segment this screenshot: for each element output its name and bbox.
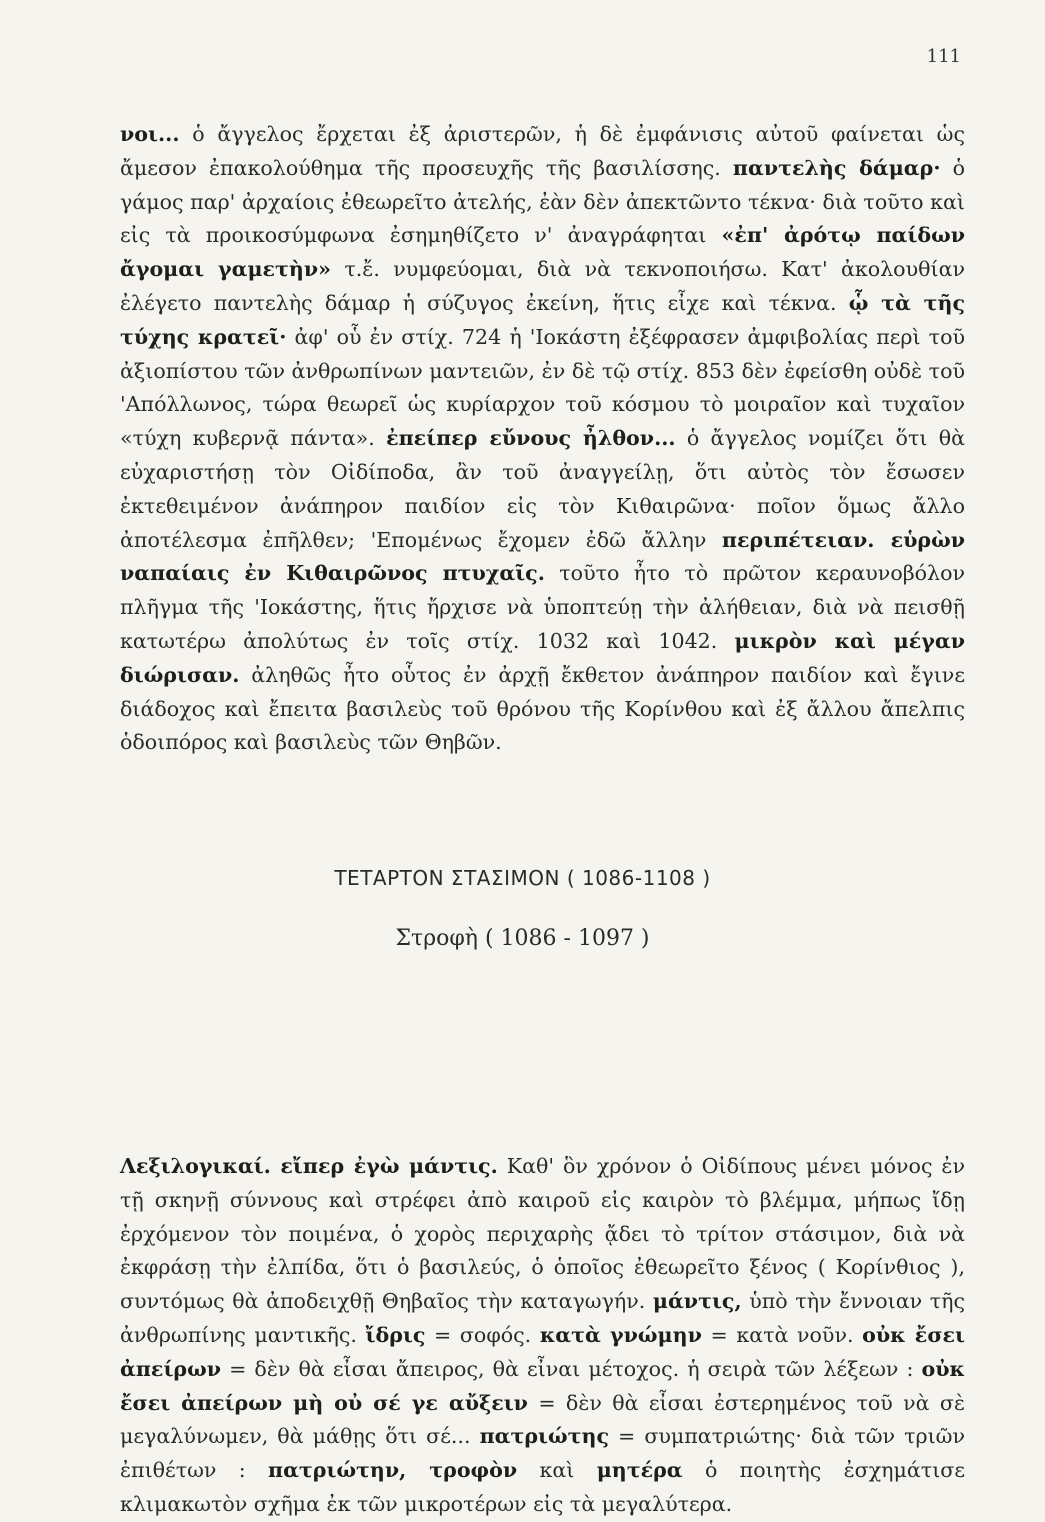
lemma-term: ἴδρις <box>365 1322 426 1347</box>
commentary-text: = δὲν θὰ εἶσαι ἄπειρος, θὰ εἶναι μέτοχος. ἡ σειρὰ τῶν λέξεων : <box>221 1356 922 1381</box>
commentary-text: ὁ ποιητὴς ἐσχημάτισε κλιμακωτὸν σχῆμα ἐκ τῶν μικροτέρων εἰς τὰ μεγαλύτερα. <box>120 1458 965 1516</box>
commentary-paragraph-1 <box>120 118 965 760</box>
lemma-term: «ἐπ' ἀρότῳ παίδων ἄγομαι γαμετὴν» <box>120 223 965 282</box>
lemma-term: μικρὸν καὶ μέγαν διώρισαν. <box>120 628 965 687</box>
commentary-text: = συμπατριώτης· διὰ τῶν τριῶν ἐπιθέτων : <box>120 1424 965 1483</box>
commentary-paragraph-2 <box>120 1150 965 1522</box>
lemma-term: κατὰ γνώμην <box>539 1322 702 1347</box>
lemma-term: παντελὴς δάμαρ· <box>732 155 941 180</box>
commentary-text: ὁ ἄγγελος νομίζει ὅτι θὰ εὐχαριστήσῃ τὸν Οἰδίποδα, ἂν τοῦ ἀναγγείλῃ, ὅτι αὐτὸς τὸν ἔσωσεν ἐκτεθειμένον ἀνάπηρον παιδίον εἰς τὸν Κιθαιρῶνα· ποῖον ὅμως ἄλλο ἀποτέλεσμα ἐπῆλθεν; 'Επομένως ἔχομεν ἐδῶ ἄλλην <box>120 426 966 552</box>
lemma-term: μητέρα <box>596 1458 683 1483</box>
commentary-text: ὁ ἄγγελος ἔρχεται ἐξ ἀριστερῶν, ἡ δὲ ἐμφάνισις αὐτοῦ φαίνεται ὡς ἄμεσον ἐπακολούθημα τῆς προσευχῆς τῆς βασιλίσσης. <box>120 122 965 180</box>
commentary-text: ὑπὸ τὴν ἔννοιαν τῆς ἀνθρωπίνης μαντικῆς. <box>120 1289 965 1347</box>
commentary-text: = δὲν θὰ εἶσαι ἐστερημένος τοῦ νὰ σὲ μεγαλύνωμεν, θὰ μάθῃς ὅτι σέ... <box>120 1390 965 1449</box>
lemma-term: πατριώτης <box>479 1424 609 1449</box>
section-heading: ΤΕΤΑΡΤΟΝ ΣΤΑΣΙΜΟΝ ( 1086-1108 ) <box>334 866 711 890</box>
lemma-term: μάντις, <box>652 1289 742 1314</box>
commentary-text: = κατὰ νοῦν. <box>701 1322 863 1347</box>
commentary-text: ὁ γάμος παρ' ἀρχαίοις ἐθεωρεῖτο ἀτελής, ἐὰν δὲν ἀπεκτῶντο τέκνα· διὰ τοῦτο καὶ εἰς τὰ προικοσύμφωνα ἐσημηθίζετο ν' ἀναγράφηται <box>120 155 965 248</box>
lemma-term: οὐκ ἔσει ἀπείρων μὴ οὐ σέ γε αὔξειν <box>120 1356 965 1415</box>
commentary-text: = σοφός. <box>425 1322 540 1347</box>
lemma-term: Λεξιλογικαί. εἴπερ ἐγὼ μάντις. <box>120 1154 498 1178</box>
commentary-text: τ.ἔ. νυμφεύομαι, διὰ νὰ τεκνοποιήσω. Κατ' ἀκολουθίαν ἐλέγετο παντελὴς δάμαρ ἡ σύζυγος ἐκείνη, ἥτις εἶχε καὶ τέκνα. <box>120 257 965 315</box>
commentary-text: τοῦτο ἦτο τὸ πρῶτον κεραυνοβόλον πλῆγμα τῆς 'Ιοκάστης, ἥτις ἤρχισε νὰ ὑποπτεύῃ τὴν ἀλήθειαν, διὰ νὰ πεισθῇ κατωτέρω ἀπολύτως ἐν τοῖς στίχ. 1032 καὶ 1042. <box>120 561 965 653</box>
commentary-text: καὶ <box>517 1458 597 1483</box>
lemma-term: ἐπείπερ εὔνους ἦλθον... <box>386 426 676 451</box>
commentary-text: Καθ' ὃν χρόνον ὁ Οἰδίπους μένει μόνος ἐν τῇ σκηνῇ σύννους καὶ στρέφει ἀπὸ καιροῦ εἰς καιρὸν τὸ βλέμμα, μήπως ἴδῃ ἐρχόμενον τὸν ποιμένα, ὁ χορὸς περιχαρὴς ᾄδει τὸ τρίτον στάσιμον, διὰ νὰ ἐκφράσῃ τὴν ἐλπίδα, ὅτι ὁ βασιλεύς, ὁ ὁποῖος ἐθεωρεῖτο ξένος ( Κορίνθιος ), συντόμως θὰ ἀποδειχθῇ Θηβαῖος τὴν καταγωγήν. <box>120 1154 966 1314</box>
commentary-text: ἀφ' οὗ ἐν στίχ. 724 ἡ 'Ιοκάστη ἐξέφρασεν ἀμφιβολίας περὶ τοῦ ἀξιοπίστου τῶν ἀνθρωπίνων μαντειῶν, ἐν δὲ τῷ στίχ. 853 δὲν ἐφείσθη οὐδὲ τοῦ 'Απόλλωνος, τώρα θεωρεῖ ὡς κυρίαρχον τοῦ κόσμου τὸ μοιραῖον καὶ τυχαῖον «τύχη κυβερνᾷ πάντα». <box>120 324 965 451</box>
lemma-term: ᾧ τὰ τῆς τύχης κρατεῖ· <box>120 290 965 349</box>
lemma-term: νοι... <box>120 122 180 146</box>
page-number: 111 <box>926 46 961 67</box>
commentary-text: ἀληθῶς ἦτο οὗτος ἐν ἀρχῇ ἔκθετον ἀνάπηρον παιδίον καὶ ἔγινε διάδοχος καὶ ἔπειτα βασιλεὺς τοῦ θρόνου τῆς Κορίνθου καὶ ἐξ ἄλλου ἄπελπις ὁδοιπόρος καὶ βασιλεὺς τῶν Θηβῶν. <box>120 662 965 755</box>
lemma-term: πατριώτην, τροφὸν <box>268 1458 518 1483</box>
lemma-term: περιπέτειαν. εὑρὼν ναπαίαις ἐν Κιθαιρῶνος πτυχαῖς. <box>120 527 965 586</box>
lemma-term: οὐκ ἔσει ἀπείρων <box>120 1322 965 1381</box>
strophe-heading: Στροφὴ ( 1086 - 1097 ) <box>395 926 650 951</box>
